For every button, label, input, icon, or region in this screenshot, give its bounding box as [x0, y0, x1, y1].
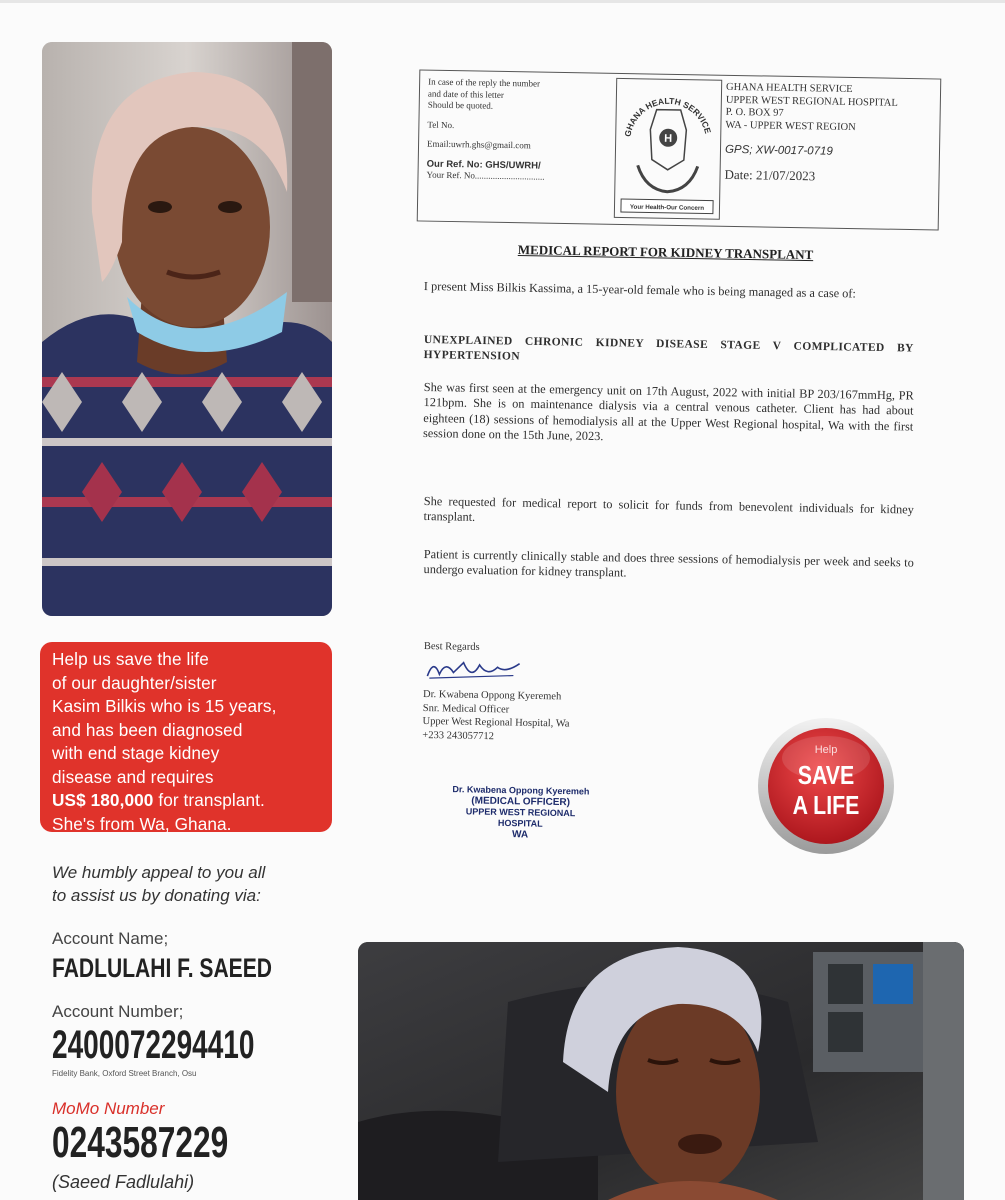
report-intro: I present Miss Bilkis Kassima, a 15-year-old female who is being managed as a case of:: [423, 279, 857, 301]
save-help-text: Help: [814, 744, 838, 756]
appeal-text: for transplant.: [153, 790, 265, 810]
logo-arc-text: GHANA HEALTH SERVICE: [622, 95, 714, 138]
letter-header-left: [426, 77, 610, 185]
appeal-line: [52, 789, 322, 813]
save-label: [769, 760, 884, 820]
appeal-line: She's from Wa, Ghana.: [52, 813, 232, 834]
appeal-box: [40, 642, 332, 832]
appeal-line: of our daughter/sister: [52, 672, 217, 693]
diagnosis: UNEXPLAINED CHRONIC KIDNEY DISEASE STAGE V COMPLICATED BY HYPERTENSION: [423, 333, 914, 363]
account-number-label: Account Number;: [52, 1002, 184, 1021]
bank-branch: Fidelity Bank, Oxford Street Branch, Osu: [52, 1069, 197, 1078]
handwritten-signature: [423, 653, 524, 685]
stamp-line: WA: [511, 829, 529, 841]
signer-line: Snr. Medical Officer: [422, 702, 510, 715]
header-left-line: Email:uwrh.ghs@gmail.com: [426, 138, 531, 151]
momo-number: 0243587229: [52, 1118, 229, 1167]
momo-account-name: (Saeed Fadlulahi): [52, 1172, 195, 1192]
header-right-line: P. O. BOX 97: [725, 106, 784, 119]
top-border: [0, 0, 1005, 3]
momo-label: MoMo Number: [52, 1099, 165, 1118]
header-left-line: and date of this letter: [427, 88, 505, 100]
donation-intro-line-1: We humbly appeal to you all: [52, 863, 266, 882]
signature-block: [422, 640, 571, 745]
your-ref: Your Ref. No...............................: [426, 169, 545, 182]
stamp-line: UPPER WEST REGIONAL HOSPITAL: [465, 806, 576, 829]
save-label-line-2: A LIFE: [792, 790, 860, 820]
gps-code: GPS; XW-0017-0719: [724, 143, 833, 158]
header-right-line: UPPER WEST REGIONAL HOSPITAL: [725, 94, 898, 109]
patient-photo: [42, 42, 332, 616]
account-name-label: Account Name;: [52, 929, 169, 948]
signer-line: Dr. Kwabena Oppong Kyeremeh: [422, 688, 562, 703]
save-a-life-button[interactable]: [756, 716, 896, 856]
report-request: She requested for medical report to solicit for funds from benevolent individuals for kidney transplant.: [423, 494, 914, 525]
account-number: 2400072294410: [52, 1023, 255, 1067]
appeal-line: with end stage kidney: [52, 743, 220, 763]
letter-header-right: [724, 82, 936, 185]
patient-hospital-photo: [358, 942, 964, 1200]
regards: Best Regards: [423, 640, 480, 653]
save-label-line-1: SAVE: [797, 760, 855, 790]
donation-intro-line-2: to assist us by donating via:: [52, 886, 261, 905]
signer-line: Upper West Regional Hospital, Wa: [422, 715, 570, 730]
stamp-line: (MEDICAL OFFICER): [471, 795, 571, 809]
our-ref: Our Ref. No: GHS/UWRH/: [426, 158, 541, 172]
ghs-logo: [614, 78, 722, 220]
account-name: FADLULAHI F. SAEED: [52, 953, 272, 983]
logo-motto: Your Health-Our Concern: [629, 203, 705, 212]
header-left-line: Should be quoted.: [427, 99, 494, 111]
appeal-line: Help us save the life: [52, 649, 209, 669]
stamp-line: Dr. Kwabena Oppong Kyeremeh: [452, 784, 590, 797]
target-amount: US$ 180,000: [52, 790, 154, 810]
signer-line: +233 243057712: [422, 729, 494, 742]
header-right-line: GHANA HEALTH SERVICE: [726, 81, 853, 96]
header-right-line: WA - UPPER WEST REGION: [725, 119, 856, 133]
report-history: She was first seen at the emergency unit on 17th August, 2022 with initial BP 203/167mmHg, PR 121bpm. She is on maintenance dialysis via a central venous catheter. Client has had about eighteen (18) sessions of hemodialysis all at the Upper West Regional hospital, Wa with the first session done on the 15th June, 2023.: [422, 380, 914, 444]
header-left-line: Tel No.: [427, 119, 455, 130]
header-left-line: In case of the reply the number: [428, 76, 541, 89]
appeal-line: disease and requires: [52, 766, 214, 787]
appeal-line: and has been diagnosed: [52, 719, 243, 740]
svg-text:H: H: [664, 132, 673, 145]
appeal-line: Kasim Bilkis who is 15 years,: [52, 696, 277, 716]
report-status: Patient is currently clinically stable and does three sessions of hemodialysis per week and seeks to undergo evaluation for kidney transplant.: [423, 547, 914, 580]
official-stamp: [445, 784, 596, 842]
letter-date: Date: 21/07/2023: [724, 166, 816, 183]
report-title: MEDICAL REPORT FOR KIDNEY TRANSPLANT: [517, 242, 814, 263]
letter-header: [417, 69, 942, 230]
